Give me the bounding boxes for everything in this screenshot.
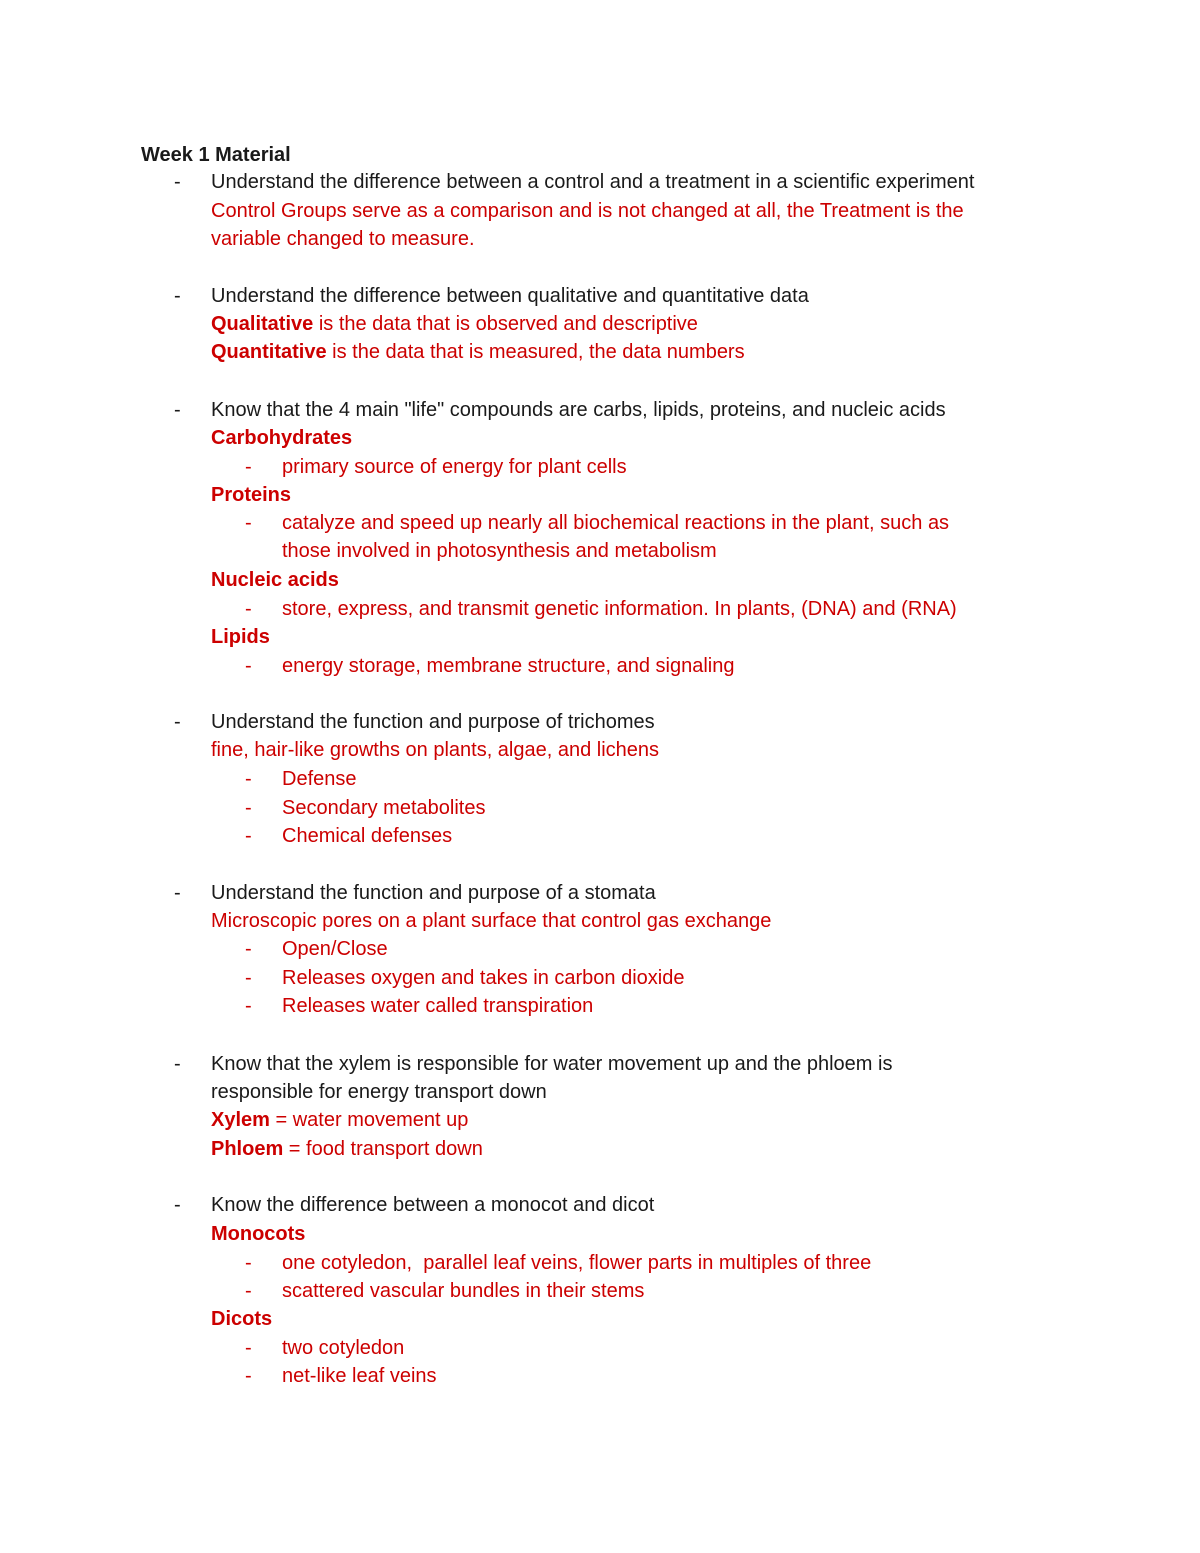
answer-control-line1: Control Groups serve as a comparison and is not changed at all, the Treatment is the bbox=[211, 200, 964, 222]
stomata-item: Releases water called transpiration bbox=[282, 995, 594, 1017]
answer-trichomes: fine, hair-like growths on plants, algae, and lichens bbox=[211, 739, 660, 761]
bullet-dash: - bbox=[245, 797, 252, 819]
monocots-term: Monocots bbox=[211, 1223, 306, 1245]
bullet-dash: - bbox=[174, 399, 181, 421]
bullet-dash: - bbox=[245, 938, 252, 960]
nucleic-acids-term: Nucleic acids bbox=[211, 569, 339, 591]
quantitative-definition bbox=[211, 338, 745, 366]
prompt-compounds: Know that the 4 main "life" compounds are carbs, lipids, proteins, and nucleic acids bbox=[211, 399, 946, 421]
answer-control-line2: variable changed to measure. bbox=[211, 228, 475, 250]
phloem-definition bbox=[211, 1135, 483, 1163]
qualitative-def: is the data that is observed and descriptive bbox=[313, 313, 698, 335]
bullet-dash: - bbox=[245, 1337, 252, 1359]
phloem-term: Phloem bbox=[211, 1138, 284, 1160]
bullet-dash: - bbox=[245, 655, 252, 677]
proteins-detail-line1: catalyze and speed up nearly all biochemical reactions in the plant, such as bbox=[282, 512, 950, 534]
prompt-control: Understand the difference between a control and a treatment in a scientific experiment bbox=[211, 171, 975, 193]
trichomes-item: Defense bbox=[282, 768, 357, 790]
trichomes-item: Chemical defenses bbox=[282, 825, 453, 847]
dicots-item: net-like leaf veins bbox=[282, 1365, 437, 1387]
prompt-monocot: Know the difference between a monocot and dicot bbox=[211, 1194, 655, 1216]
bullet-dash: - bbox=[174, 171, 181, 193]
dicots-item: two cotyledon bbox=[282, 1337, 405, 1359]
carbohydrates-term: Carbohydrates bbox=[211, 427, 353, 449]
bullet-dash: - bbox=[245, 598, 252, 620]
monocots-item: scattered vascular bundles in their stems bbox=[282, 1280, 645, 1302]
prompt-data-types: Understand the difference between qualitative and quantitative data bbox=[211, 285, 809, 307]
prompt-xylem-line1: Know that the xylem is responsible for water movement up and the phloem is bbox=[211, 1053, 893, 1075]
bullet-dash: - bbox=[245, 768, 252, 790]
qualitative-definition bbox=[211, 310, 698, 338]
proteins-term: Proteins bbox=[211, 484, 292, 506]
bullet-dash: - bbox=[245, 1365, 252, 1387]
bullet-dash: - bbox=[245, 1280, 252, 1302]
dicots-term: Dicots bbox=[211, 1308, 273, 1330]
page-title: Week 1 Material bbox=[141, 144, 291, 166]
bullet-dash: - bbox=[245, 456, 252, 478]
xylem-def: = water movement up bbox=[269, 1109, 469, 1131]
xylem-definition bbox=[211, 1106, 468, 1134]
stomata-item: Releases oxygen and takes in carbon dioxide bbox=[282, 967, 685, 989]
prompt-xylem-line2: responsible for energy transport down bbox=[211, 1081, 547, 1103]
quantitative-def: is the data that is measured, the data numbers bbox=[326, 341, 745, 363]
bullet-dash: - bbox=[174, 882, 181, 904]
bullet-dash: - bbox=[245, 825, 252, 847]
bullet-dash: - bbox=[174, 1194, 181, 1216]
bullet-dash: - bbox=[245, 995, 252, 1017]
qualitative-term: Qualitative bbox=[211, 313, 314, 335]
xylem-term: Xylem bbox=[211, 1109, 270, 1131]
bullet-dash: - bbox=[245, 1252, 252, 1274]
stomata-item: Open/Close bbox=[282, 938, 388, 960]
bullet-dash: - bbox=[245, 967, 252, 989]
answer-stomata: Microscopic pores on a plant surface that control gas exchange bbox=[211, 910, 772, 932]
proteins-detail-line2: those involved in photosynthesis and metabolism bbox=[282, 540, 717, 562]
phloem-def: = food transport down bbox=[283, 1138, 483, 1160]
monocots-item: one cotyledon, parallel leaf veins, flower parts in multiples of three bbox=[282, 1252, 872, 1274]
nucleic-acids-detail: store, express, and transmit genetic information. In plants, (DNA) and (RNA) bbox=[282, 598, 957, 620]
carbohydrates-detail: primary source of energy for plant cells bbox=[282, 456, 627, 478]
bullet-dash: - bbox=[174, 285, 181, 307]
bullet-dash: - bbox=[245, 512, 252, 534]
trichomes-item: Secondary metabolites bbox=[282, 797, 486, 819]
lipids-detail: energy storage, membrane structure, and signaling bbox=[282, 655, 735, 677]
lipids-term: Lipids bbox=[211, 626, 270, 648]
bullet-dash: - bbox=[174, 711, 181, 733]
bullet-dash: - bbox=[174, 1053, 181, 1075]
prompt-stomata: Understand the function and purpose of a stomata bbox=[211, 882, 656, 904]
prompt-trichomes: Understand the function and purpose of trichomes bbox=[211, 711, 655, 733]
quantitative-term: Quantitative bbox=[211, 341, 327, 363]
